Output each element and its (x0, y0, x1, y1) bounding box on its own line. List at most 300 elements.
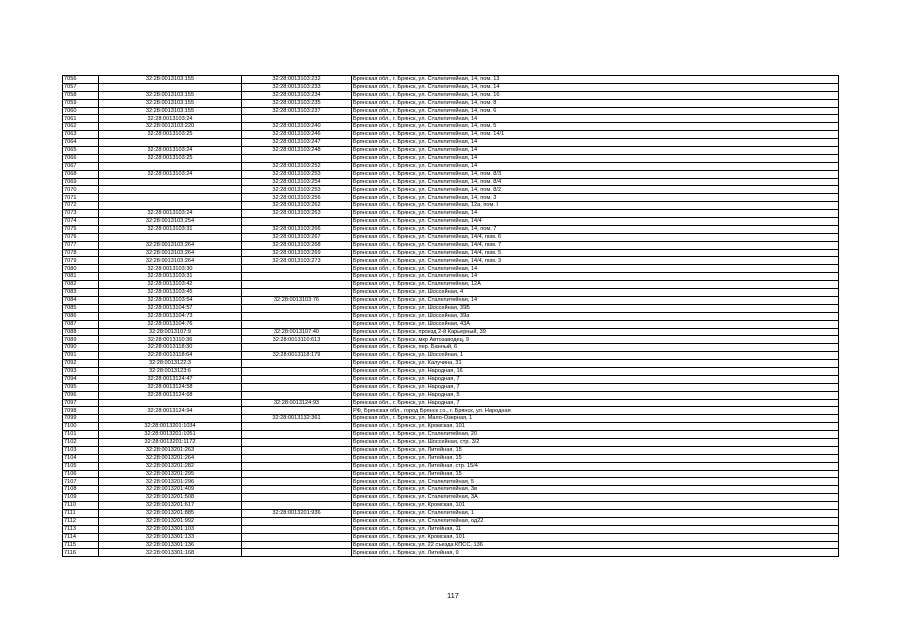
address-cell: Брянская обл., г. Брянск, ул. Калучина, 31 (352, 360, 839, 368)
land-plot-cadastral-number-cell: 32:28:0013301:136 (99, 541, 242, 549)
row-number-cell: 7110 (63, 502, 99, 510)
row-number-cell: 7114 (63, 533, 99, 541)
address-cell: Брянская обл., г. Брянск, ул. Шоссейная, 4 (352, 289, 839, 297)
row-number-cell: 7101 (63, 431, 99, 439)
land-plot-cadastral-number-cell: 32:28:0013201:992 (99, 517, 242, 525)
table-row (63, 233, 839, 241)
row-number-cell: 7097 (63, 399, 99, 407)
address-cell: Брянская обл., г. Брянск, ул. Шоссейная, 1 (352, 352, 839, 360)
building-cadastral-number-cell (242, 462, 352, 470)
table-row (63, 202, 839, 210)
address-cell: Брянская обл., г. Брянск, ул. Сталелитейная, 14/4, пом. 5 (352, 249, 839, 257)
building-cadastral-number-cell: 32:28:0013103:253 (242, 170, 352, 178)
address-cell: Брянская обл., г. Брянск, ул. Литейная, 15 (352, 454, 839, 462)
building-cadastral-number-cell (242, 431, 352, 439)
table-row (63, 391, 839, 399)
row-number-cell: 7109 (63, 494, 99, 502)
row-number-cell: 7060 (63, 107, 99, 115)
table-row (63, 225, 839, 233)
table-row (63, 170, 839, 178)
address-cell: Брянская обл., г. Брянск, ул. Сталелитейная, 14, пом. 13 (352, 76, 839, 84)
building-cadastral-number-cell (242, 312, 352, 320)
address-cell: Брянская обл., г. Брянск, ул. Сталелитейная, 14/4 (352, 218, 839, 226)
building-cadastral-number-cell (242, 273, 352, 281)
building-cadastral-number-cell (242, 470, 352, 478)
row-number-cell: 7071 (63, 194, 99, 202)
building-cadastral-number-cell (242, 478, 352, 486)
building-cadastral-number-cell (242, 367, 352, 375)
table-row (63, 549, 839, 557)
table-row (63, 320, 839, 328)
building-cadastral-number-cell: 32:28:0013103:234 (242, 91, 352, 99)
table-row (63, 328, 839, 336)
land-plot-cadastral-number-cell: 32:28:0013103:155 (99, 107, 242, 115)
table-row (63, 99, 839, 107)
address-cell: Брянская обл., г. Брянск, ул. Народная, 5 (352, 391, 839, 399)
land-plot-cadastral-number-cell: 32:28:0013103:24 (99, 170, 242, 178)
land-plot-cadastral-number-cell: 32:28:0013201:295 (99, 470, 242, 478)
row-number-cell: 7096 (63, 391, 99, 399)
row-number-cell: 7083 (63, 289, 99, 297)
row-number-cell: 7065 (63, 147, 99, 155)
address-cell: Брянская обл., г. Брянск, ул. Сталелитейная, 14 (352, 210, 839, 218)
building-cadastral-number-cell: 32:28:0013103:262 (242, 202, 352, 210)
address-cell: Брянская обл., г. Брянск, ул. Литейная, 15 (352, 446, 839, 454)
address-cell: Брянская обл., г. Брянск, ул. Сталелитейная, 3в (352, 486, 839, 494)
address-cell: Брянская обл., г. Брянск, ул. Шоссейная, стр. 3/2 (352, 438, 839, 446)
building-cadastral-number-cell: 32:28:0013124:93 (242, 399, 352, 407)
address-cell: Брянская обл., г. Брянск, ул. Сталелитейная, 14, пом. 3 (352, 194, 839, 202)
building-cadastral-number-cell (242, 438, 352, 446)
table-row (63, 454, 839, 462)
table-row (63, 375, 839, 383)
address-cell: Брянская обл., г. Брянск, ул. Мало-Озерная, 1 (352, 415, 839, 423)
table-row (63, 281, 839, 289)
address-cell: Брянская обл., г. Брянск, ул. Литейная, 11 (352, 525, 839, 533)
address-cell: Брянская обл., г. Брянск, ул. Сталелитейная, 14/4, пом. 3 (352, 257, 839, 265)
row-number-cell: 7108 (63, 486, 99, 494)
address-cell: Брянская обл., г. Брянск, ул. Сталелитейная, 14, пом. 8/2 (352, 186, 839, 194)
address-cell: Брянская обл., г. Брянск, ул. Сталелитейная, 14 (352, 265, 839, 273)
address-cell: Брянская обл., г. Брянск, ул. Шоссейная, 39а (352, 312, 839, 320)
building-cadastral-number-cell: 32:28:0013103:267 (242, 233, 352, 241)
row-number-cell: 7072 (63, 202, 99, 210)
table-row (63, 438, 839, 446)
building-cadastral-number-cell: 32:28:0013103:268 (242, 241, 352, 249)
row-number-cell: 7106 (63, 470, 99, 478)
building-cadastral-number-cell: 32:28:0013103:235 (242, 99, 352, 107)
land-plot-cadastral-number-cell: 32:28:0013201:263 (99, 446, 242, 454)
land-plot-cadastral-number-cell (99, 202, 242, 210)
land-plot-cadastral-number-cell: 32:28:0013103:24 (99, 115, 242, 123)
land-plot-cadastral-number-cell: 32:28:0013103:45 (99, 289, 242, 297)
land-plot-cadastral-number-cell: 32:28:0013118:64 (99, 352, 242, 360)
building-cadastral-number-cell: 32:28:0013103:237 (242, 107, 352, 115)
land-plot-cadastral-number-cell: 32:28:0013103:264 (99, 241, 242, 249)
row-number-cell: 7069 (63, 178, 99, 186)
row-number-cell: 7068 (63, 170, 99, 178)
address-cell: Брянская обл., г. Брянск, ул. Шоссейная, 39Б (352, 304, 839, 312)
row-number-cell: 7082 (63, 281, 99, 289)
table-row (63, 76, 839, 84)
address-cell: Брянская обл., г. Брянск, ул. Народная, 7 (352, 383, 839, 391)
row-number-cell: 7100 (63, 423, 99, 431)
building-cadastral-number-cell: 32:28:0013103:263 (242, 210, 352, 218)
table-row (63, 304, 839, 312)
table-row (63, 147, 839, 155)
building-cadastral-number-cell: 32:28:0013103:254 (242, 178, 352, 186)
row-number-cell: 7061 (63, 115, 99, 123)
row-number-cell: 7116 (63, 549, 99, 557)
building-cadastral-number-cell (242, 154, 352, 162)
land-plot-cadastral-number-cell (99, 83, 242, 91)
building-cadastral-number-cell: 32:28:0013103:252 (242, 162, 352, 170)
table-row (63, 83, 839, 91)
land-plot-cadastral-number-cell: 32:28:0013301:168 (99, 549, 242, 557)
land-plot-cadastral-number-cell: 32:28:0013103:264 (99, 249, 242, 257)
land-plot-cadastral-number-cell: 32:28:0013123:6 (99, 367, 242, 375)
row-number-cell: 7070 (63, 186, 99, 194)
row-number-cell: 7062 (63, 123, 99, 131)
land-plot-cadastral-number-cell: 32:28:0013201:1051 (99, 431, 242, 439)
table-row (63, 336, 839, 344)
row-number-cell: 7098 (63, 407, 99, 415)
table-row (63, 296, 839, 304)
table-row (63, 541, 839, 549)
building-cadastral-number-cell (242, 344, 352, 352)
table-row (63, 525, 839, 533)
row-number-cell: 7092 (63, 360, 99, 368)
address-cell: Брянская обл., г. Брянск, ул. Сталелитейная, 5 (352, 478, 839, 486)
building-cadastral-number-cell: 32:28:0013103:233 (242, 83, 352, 91)
row-number-cell: 7079 (63, 257, 99, 265)
table-row (63, 154, 839, 162)
address-cell: Брянская обл., г. Брянск, ул. Сталелитейная, 14, пом. 14 (352, 83, 839, 91)
building-cadastral-number-cell (242, 281, 352, 289)
address-cell: Брянская обл., г. Брянск, ул. 22 съезда КПСС, 136 (352, 541, 839, 549)
address-cell: Брянская обл., г. Брянск, ул. Народная, 7 (352, 399, 839, 407)
land-plot-cadastral-number-cell: 32:28:0013103:24 (99, 147, 242, 155)
land-plot-cadastral-number-cell: 32:28:0013103:25 (99, 154, 242, 162)
address-cell: Брянская обл., г. Брянск, ул. Сталелитейная, 14 (352, 273, 839, 281)
table-row (63, 107, 839, 115)
row-number-cell: 7081 (63, 273, 99, 281)
table-row (63, 486, 839, 494)
table-row (63, 162, 839, 170)
row-number-cell: 7078 (63, 249, 99, 257)
row-number-cell: 7099 (63, 415, 99, 423)
table-row (63, 431, 839, 439)
row-number-cell: 7111 (63, 509, 99, 517)
table-row (63, 502, 839, 510)
address-cell: Брянская обл., г. Брянск, ул. Сталелитейная, 14, пом. 7 (352, 225, 839, 233)
page-number: 117 (447, 591, 459, 600)
address-cell: Брянская обл., г. Брянск, ул. Кромская, 101 (352, 533, 839, 541)
address-cell: Брянская обл., г. Брянск, ул. Сталелитейная, 1 (352, 509, 839, 517)
address-cell: Брянская обл., г. Брянск, ул. Сталелитейная, 12А (352, 281, 839, 289)
land-plot-cadastral-number-cell: 32:28:0013124:94 (99, 407, 242, 415)
land-plot-cadastral-number-cell: 32:28:0013103:155 (99, 99, 242, 107)
table-row (63, 517, 839, 525)
land-plot-cadastral-number-cell: 32:28:0013103:24 (99, 210, 242, 218)
building-cadastral-number-cell: 32:28:0013103:232 (242, 76, 352, 84)
table-row (63, 194, 839, 202)
land-plot-cadastral-number-cell: 32:28:0013103:31 (99, 225, 242, 233)
address-cell: Брянская обл., г. Брянск, ул. Сталелитейная, 14 (352, 296, 839, 304)
row-number-cell: 7091 (63, 352, 99, 360)
table-row (63, 265, 839, 273)
row-number-cell: 7059 (63, 99, 99, 107)
land-plot-cadastral-number-cell (99, 162, 242, 170)
table-row (63, 509, 839, 517)
row-number-cell: 7076 (63, 233, 99, 241)
building-cadastral-number-cell (242, 391, 352, 399)
table-row (63, 478, 839, 486)
row-number-cell: 7080 (63, 265, 99, 273)
building-cadastral-number-cell: 32:28:0013110:613 (242, 336, 352, 344)
table-row (63, 383, 839, 391)
land-plot-cadastral-number-cell: 32:28:0013103:25 (99, 131, 242, 139)
table-row (63, 186, 839, 194)
table-row (63, 399, 839, 407)
table-row (63, 139, 839, 147)
row-number-cell: 7104 (63, 454, 99, 462)
building-cadastral-number-cell (242, 446, 352, 454)
row-number-cell: 7056 (63, 76, 99, 84)
table-row (63, 210, 839, 218)
land-plot-cadastral-number-cell: 32:28:0013104:57 (99, 304, 242, 312)
row-number-cell: 7066 (63, 154, 99, 162)
address-cell: Брянская обл., г. Брянск, ул. Сталелитейная, 14, пом. 8/4 (352, 178, 839, 186)
table-row (63, 249, 839, 257)
land-plot-cadastral-number-cell: 32:28:0013103:155 (99, 91, 242, 99)
building-cadastral-number-cell: 32:28:0013103:253 (242, 186, 352, 194)
table-row (63, 352, 839, 360)
land-plot-cadastral-number-cell: 32:28:0013107:9 (99, 328, 242, 336)
row-number-cell: 7087 (63, 320, 99, 328)
land-plot-cadastral-number-cell (99, 186, 242, 194)
land-plot-cadastral-number-cell: 32:28:0013103:155 (99, 76, 242, 84)
table-row (63, 91, 839, 99)
row-number-cell: 7073 (63, 210, 99, 218)
address-cell: Брянская обл., г. Брянск, ул. Сталелитейная, 14, пом. 16 (352, 91, 839, 99)
table-row (63, 462, 839, 470)
table-row (63, 423, 839, 431)
land-plot-cadastral-number-cell (99, 415, 242, 423)
address-cell: Брянская обл., г. Брянск, ул. Сталелитейная, 14, пом. 8 (352, 99, 839, 107)
table-row (63, 446, 839, 454)
table-row (63, 257, 839, 265)
address-cell: Брянская обл., г. Брянск, ул. Литейная, стр. 15/4 (352, 462, 839, 470)
table-row (63, 344, 839, 352)
building-cadastral-number-cell: 32:28:0013103:273 (242, 257, 352, 265)
row-number-cell: 7089 (63, 336, 99, 344)
table-row (63, 312, 839, 320)
land-plot-cadastral-number-cell: 32:28:0013201:1034 (99, 423, 242, 431)
building-cadastral-number-cell: 32:28:0013103:248 (242, 147, 352, 155)
table-row (63, 218, 839, 226)
row-number-cell: 7112 (63, 517, 99, 525)
land-plot-cadastral-number-cell (99, 178, 242, 186)
address-cell: Брянская обл., г. Брянск, ул. Сталелитейная, 3А (352, 494, 839, 502)
land-plot-cadastral-number-cell (99, 194, 242, 202)
address-cell: Брянская обл., г. Брянск, проезд 2-й Карьерный, 39 (352, 328, 839, 336)
land-plot-cadastral-number-cell: 32:28:0013301:133 (99, 533, 242, 541)
table-row (63, 241, 839, 249)
row-number-cell: 7093 (63, 367, 99, 375)
land-plot-cadastral-number-cell: 32:28:0013110:36 (99, 336, 242, 344)
table-row (63, 115, 839, 123)
address-cell: Брянская обл., г. Брянск, ул. Литейная, 15 (352, 470, 839, 478)
building-cadastral-number-cell (242, 304, 352, 312)
building-cadastral-number-cell: 32:28:0013118:179 (242, 352, 352, 360)
table-row (63, 123, 839, 131)
row-number-cell: 7058 (63, 91, 99, 99)
land-plot-cadastral-number-cell: 32:28:0013104:73 (99, 312, 242, 320)
table-row (63, 289, 839, 297)
building-cadastral-number-cell: 32:28:0013103:240 (242, 123, 352, 131)
land-plot-cadastral-number-cell: 32:28:0013103:42 (99, 281, 242, 289)
land-plot-cadastral-number-cell: 32:28:0013201:264 (99, 454, 242, 462)
address-cell: Брянская обл., г. Брянск, ул. Сталелитейная, од22 (352, 517, 839, 525)
building-cadastral-number-cell (242, 502, 352, 510)
row-number-cell: 7113 (63, 525, 99, 533)
land-plot-cadastral-number-cell: 32:28:0013104:76 (99, 320, 242, 328)
building-cadastral-number-cell (242, 360, 352, 368)
table-row (63, 407, 839, 415)
table-row (63, 533, 839, 541)
building-cadastral-number-cell (242, 115, 352, 123)
land-plot-cadastral-number-cell: 32:28:0013201:296 (99, 478, 242, 486)
building-cadastral-number-cell (242, 407, 352, 415)
row-number-cell: 7077 (63, 241, 99, 249)
building-cadastral-number-cell (242, 218, 352, 226)
land-plot-cadastral-number-cell: 32:28:0013201:617 (99, 502, 242, 510)
table-row (63, 470, 839, 478)
table-row (63, 273, 839, 281)
row-number-cell: 7067 (63, 162, 99, 170)
row-number-cell: 7088 (63, 328, 99, 336)
land-plot-cadastral-number-cell: 32:28:0013201:885 (99, 509, 242, 517)
land-plot-cadastral-number-cell: 32:28:0013201:508 (99, 494, 242, 502)
building-cadastral-number-cell (242, 289, 352, 297)
building-cadastral-number-cell: 32:28:0013201:936 (242, 509, 352, 517)
address-cell: Брянская обл., г. Брянск, ул. Кромская, 101 (352, 502, 839, 510)
address-cell: Брянская обл., г. Брянск, ул. Народная, 7 (352, 375, 839, 383)
row-number-cell: 7074 (63, 218, 99, 226)
address-cell: РФ, Брянская обл., город Брянск г.о., г. Брянск, ул. Народная (352, 407, 839, 415)
building-cadastral-number-cell: 32:28:0013132:361 (242, 415, 352, 423)
row-number-cell: 7084 (63, 296, 99, 304)
row-number-cell: 7107 (63, 478, 99, 486)
table-row (63, 178, 839, 186)
row-number-cell: 7064 (63, 139, 99, 147)
land-plot-cadastral-number-cell (99, 139, 242, 147)
address-cell: Брянская обл., г. Брянск, ул. Сталелитейная, 14/4, пом. 7 (352, 241, 839, 249)
row-number-cell: 7102 (63, 438, 99, 446)
registry-table-body (63, 76, 839, 557)
row-number-cell: 7115 (63, 541, 99, 549)
land-plot-cadastral-number-cell: 32:28:0013103:30 (99, 265, 242, 273)
address-cell: Брянская обл., г. Брянск, ул. Сталелитейная, 20 (352, 431, 839, 439)
address-cell: Брянская обл., г. Брянск, ул. Кромская, 101 (352, 423, 839, 431)
row-number-cell: 7075 (63, 225, 99, 233)
building-cadastral-number-cell (242, 525, 352, 533)
building-cadastral-number-cell (242, 375, 352, 383)
table-row (63, 360, 839, 368)
row-number-cell: 7094 (63, 375, 99, 383)
row-number-cell: 7103 (63, 446, 99, 454)
land-plot-cadastral-number-cell: 32:28:0013301:103 (99, 525, 242, 533)
land-plot-cadastral-number-cell: 32:28:0013103:254 (99, 218, 242, 226)
address-cell: Брянская обл., г. Брянск, ул. Сталелитейная, 14 (352, 162, 839, 170)
land-plot-cadastral-number-cell (99, 399, 242, 407)
land-plot-cadastral-number-cell: 32:28:0013201:1172 (99, 438, 242, 446)
building-cadastral-number-cell (242, 383, 352, 391)
table-row (63, 367, 839, 375)
building-cadastral-number-cell (242, 454, 352, 462)
land-plot-cadastral-number-cell: 32:28:0013201:409 (99, 486, 242, 494)
address-cell: Брянская обл., г. Брянск, ул. Шоссейная, 43А (352, 320, 839, 328)
row-number-cell: 7086 (63, 312, 99, 320)
building-cadastral-number-cell: 32:28:0013103:269 (242, 249, 352, 257)
building-cadastral-number-cell: 32:28:0013103:76 (242, 296, 352, 304)
building-cadastral-number-cell (242, 494, 352, 502)
address-cell: Брянская обл., г. Брянск, ул. Сталелитейная, 14 (352, 115, 839, 123)
building-cadastral-number-cell (242, 541, 352, 549)
building-cadastral-number-cell (242, 486, 352, 494)
table-row (63, 494, 839, 502)
land-plot-cadastral-number-cell: 32:28:0013124:68 (99, 391, 242, 399)
address-cell: Брянская обл., г. Брянск, ул. Народная, 16 (352, 367, 839, 375)
building-cadastral-number-cell: 32:28:0013103:266 (242, 225, 352, 233)
row-number-cell: 7057 (63, 83, 99, 91)
address-cell: Брянская обл., г. Брянск, пер. Банный, 6 (352, 344, 839, 352)
building-cadastral-number-cell: 32:28:0013103:247 (242, 139, 352, 147)
land-plot-cadastral-number-cell: 32:28:0013118:30 (99, 344, 242, 352)
land-plot-cadastral-number-cell: 32:28:0013124:47 (99, 375, 242, 383)
land-plot-cadastral-number-cell: 32:28:0013103:220 (99, 123, 242, 131)
row-number-cell: 7090 (63, 344, 99, 352)
address-cell: Брянская обл., г. Брянск, ул. Сталелитейная, 14 (352, 139, 839, 147)
building-cadastral-number-cell (242, 549, 352, 557)
address-cell: Брянская обл., г. Брянск, ул. Сталелитейная, 14, пом. 5 (352, 123, 839, 131)
land-plot-cadastral-number-cell: 32:28:0013124:58 (99, 383, 242, 391)
table-row (63, 415, 839, 423)
row-number-cell: 7095 (63, 383, 99, 391)
building-cadastral-number-cell (242, 320, 352, 328)
row-number-cell: 7085 (63, 304, 99, 312)
address-cell: Брянская обл., г. Брянск, ул. Сталелитейная, 14 (352, 154, 839, 162)
address-cell: Брянская обл., г. Брянск, ул. Сталелитейная, 14, пом. 14/1 (352, 131, 839, 139)
address-cell: Брянская обл., г. Брянск, ул. Сталелитейная, 14/4, пом. 6 (352, 233, 839, 241)
building-cadastral-number-cell (242, 533, 352, 541)
building-cadastral-number-cell (242, 265, 352, 273)
building-cadastral-number-cell (242, 517, 352, 525)
land-plot-cadastral-number-cell: 32:28:0013103:264 (99, 257, 242, 265)
address-cell: Брянская обл., г. Брянск, ул. Литейная, 9 (352, 549, 839, 557)
row-number-cell: 7105 (63, 462, 99, 470)
land-plot-cadastral-number-cell: 32:28:0013122:3 (99, 360, 242, 368)
land-plot-cadastral-number-cell: 32:28:0013103:31 (99, 273, 242, 281)
building-cadastral-number-cell: 32:28:0013103:256 (242, 194, 352, 202)
building-cadastral-number-cell: 32:28:0013107:40 (242, 328, 352, 336)
building-cadastral-number-cell (242, 423, 352, 431)
address-cell: Брянская обл., г. Брянск, ул. Сталелитейная, 14, пом. 8/3 (352, 170, 839, 178)
registry-table (62, 75, 839, 557)
land-plot-cadastral-number-cell: 32:28:0013103:54 (99, 296, 242, 304)
table-row (63, 131, 839, 139)
